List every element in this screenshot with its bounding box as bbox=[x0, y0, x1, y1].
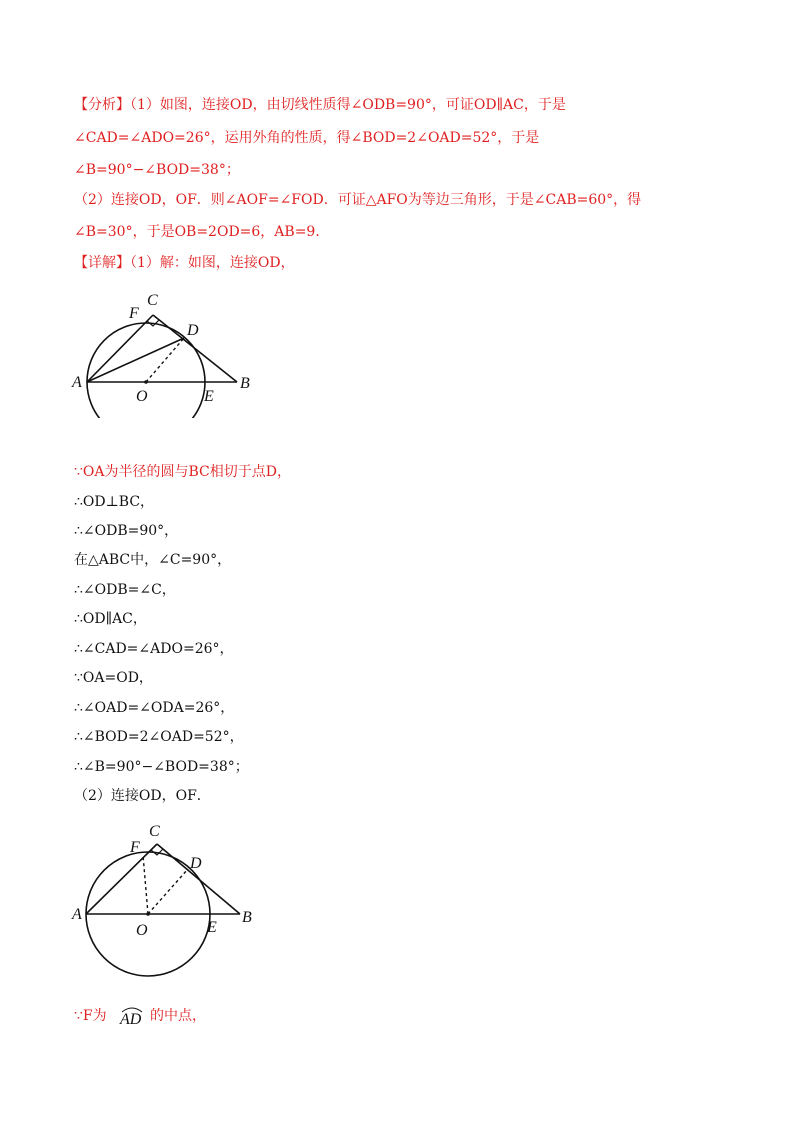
detail-line-1: 【详解】（1）解：如图，连接OD， bbox=[74, 255, 295, 271]
segment-OF-dashed bbox=[143, 855, 148, 914]
label-F: F bbox=[129, 305, 139, 322]
step-10: ∴∠BOD=2∠OAD=52°， bbox=[74, 729, 244, 745]
last-line-prefix: ∵F为 bbox=[74, 1008, 107, 1024]
step-1: ∵OA为半径的圆与BC相切于点D， bbox=[74, 464, 291, 480]
geometry-figure-2 bbox=[70, 818, 280, 988]
segment-OD-dashed bbox=[146, 338, 184, 382]
arc-ad-label: AD bbox=[120, 1011, 142, 1028]
step-3: ∴∠ODB=90°， bbox=[74, 523, 179, 539]
label-O: O bbox=[136, 388, 148, 405]
step-8: ∵OA=OD， bbox=[74, 670, 153, 686]
label-E: E bbox=[204, 388, 214, 405]
step-5: ∴∠ODB=∠C， bbox=[74, 582, 176, 598]
point-O bbox=[146, 912, 150, 916]
geometry-figure-1 bbox=[70, 288, 280, 418]
last-line-suffix: 的中点， bbox=[150, 1008, 206, 1024]
step-11: ∴∠B=90°−∠BOD=38°； bbox=[74, 759, 249, 775]
label-C: C bbox=[147, 292, 158, 309]
label-E: E bbox=[207, 919, 217, 936]
analysis-line-2: ∠CAD=∠ADO=26°，运用外角的性质，得∠BOD=2∠OAD=52°，于是 bbox=[74, 130, 540, 146]
segment-AD bbox=[87, 338, 184, 382]
segment-OD-dashed bbox=[148, 869, 188, 914]
analysis-line-4: （2）连接OD，OF．则∠AOF=∠FOD．可证△AFO为等边三角形，于是∠CAB=60°，得 bbox=[74, 192, 642, 208]
label-D: D bbox=[190, 855, 202, 872]
step-12: （2）连接OD，OF． bbox=[74, 788, 211, 804]
label-C: C bbox=[149, 823, 160, 840]
label-A: A bbox=[72, 374, 82, 391]
label-F: F bbox=[130, 839, 140, 856]
label-A: A bbox=[72, 906, 82, 923]
label-O: O bbox=[136, 922, 148, 939]
label-B: B bbox=[242, 909, 252, 926]
label-D: D bbox=[187, 322, 199, 339]
analysis-line-5: ∠B=30°，于是OB=2OD=6，AB=9． bbox=[74, 224, 330, 240]
step-7: ∴∠CAD=∠ADO=26°， bbox=[74, 641, 234, 657]
step-4: 在△ABC中，∠C=90°， bbox=[74, 552, 232, 568]
analysis-line-1: 【分析】（1）如图，连接OD，由切线性质得∠ODB=90°，可证OD∥AC，于是 bbox=[74, 97, 566, 113]
step-2: ∴OD⊥BC， bbox=[74, 494, 155, 510]
label-B: B bbox=[240, 375, 250, 392]
point-O bbox=[144, 380, 148, 384]
step-9: ∴∠OAD=∠ODA=26°， bbox=[74, 700, 235, 716]
analysis-line-3: ∠B=90°−∠BOD=38°； bbox=[74, 162, 240, 178]
step-6: ∴OD∥AC， bbox=[74, 611, 147, 627]
